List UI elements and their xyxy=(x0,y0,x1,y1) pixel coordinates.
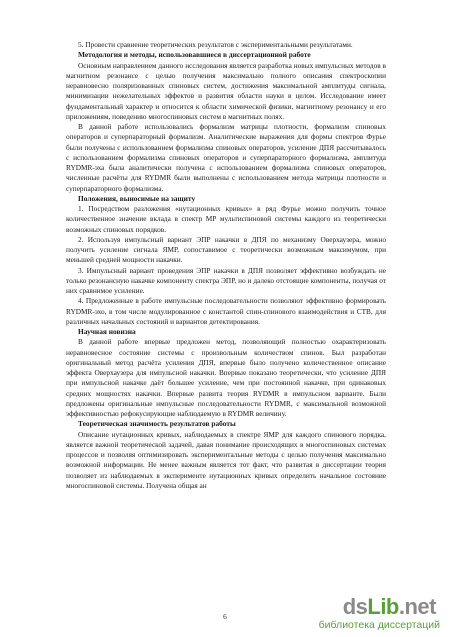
watermark-logo-part3: .net xyxy=(398,594,436,619)
page-body xyxy=(66,40,386,491)
paragraph-novelty: В данной работе впервые предложен метод, позволяющий полностью охарактеризовать неравновесное состояние системы с произвольным количеством спинов. Был разработан оригинальный метод расчёта усиления ДПЯ, впервые было получено количественное описание эффекта Оверхаузера для импульсной накачки. Впервые показано теоретически, что усиление ДПЯ при импульсной накачке даёт большее усиление, чем при постоянной накачке, при одинаковых средних мощностях накачки. Впервые развита теория RYDMR в импульсном варианте. Были предложены оригинальные импульсные последовательности RYDMR, с максимальной возможной эффективностью рефокусирующие наблюдаемую в RYDMR величину. xyxy=(66,337,386,418)
page-number: 6 xyxy=(223,612,227,621)
watermark-logo-part1: ds xyxy=(342,594,368,619)
watermark-subtitle: библиотека диссертаций xyxy=(318,619,440,631)
paragraph-methodology-2: В данной работе использовались формализм матрицы плотности, формализм спиновых операторов и суперпараторный формализм. Аналитические выражения для формы спектров Фурье были получены с использованием формализма спиновых операторов, усиление ДПЯ рассчитывалось с использованием формализма спиновых операторов и суперпараторного формализма, амплитуда RYDMR-эха была аналитически получена с использованием формализма спиновых операторов, численные расчёты для RYDMR были выполнены с использованием метода матрицы плотности и суперпараторного формализма. xyxy=(66,122,386,193)
heading-significance: Теоретическая значимость результатов работы xyxy=(78,419,236,429)
heading-theses: Положения, выносимые на защиту xyxy=(78,193,196,203)
paragraph-methodology-1: Основным направлением данного исследования является разработка новых импульсных методов в магнитном резонансе с целью получения максимально полного описания спектроскопии неравновесно поляризованных спиновых систем, достижения максимальной амплитуды сигнала, минимизации нежелательных эффектов и развития области науки в целом. Исследование имеет фундаментальный характер и относится к области химической физики, магнитному резонансу и его приложениям, поведению многоспиновых систем в магнитных полях. xyxy=(66,60,386,121)
thesis-4: 4. Предложенные в работе импульсные последовательности позволяют эффективно формировать RYDMR-эхо, в том числе модулированное с константой спин-спинового взаимодействия и СТВ, для различных начальных состояний и вариантов детектирования. xyxy=(66,296,386,326)
watermark-logo xyxy=(343,594,436,620)
paragraph-task-5: 5. Провести сравнение теоретических результатов с экспериментальными результатами. xyxy=(78,40,353,49)
thesis-3: 3. Импульсный вариант проведения ЭПР накачки в ДПЯ позволяет эффективно возбуждать не только резонансную накачке компоненту спектра ЭПР, но и далеко отстоящие компоненты, получая от них сравнимое усиление. xyxy=(66,265,386,295)
paragraph-significance: Описание нутационных кривых, наблюдаемых в спектре ЯМР для каждого спинового порядка, является важной теоретической задачей, давая понимание происходящих в многоспиновых системах процессов и позволяя оптимизировать экспериментальные методы с целью получения максимально возможной информации. Не менее важным является тот факт, что развитая в диссертации теория позволяет из наблюдаемых в эксперименте нутационных кривых определить начальное состояние многоспиновой системы. Получена общая ан xyxy=(66,429,386,490)
thesis-2: 2. Используя импульсный вариант ЭПР накачки в ДПЯ по механизму Оверхаузера, можно получить усиление сигнала ЯМР, сопоставимое с теоретически возможным максимумом, при меньшей средней мощности накачки. xyxy=(66,234,386,265)
heading-methodology: Методология и методы, использовавшиеся в диссертационной работе xyxy=(78,50,311,60)
watermark xyxy=(294,594,444,634)
thesis-1: 1. Посредством разложения «нутационных кривых» в ряд Фурье можно получить точное количественное значение вклада в спектр МР мультиспиновой системы каждого из теоретически возможных спиновых порядков. xyxy=(66,204,386,234)
heading-novelty: Научная новизна xyxy=(78,327,136,336)
watermark-logo-part2: Lib xyxy=(367,594,399,619)
